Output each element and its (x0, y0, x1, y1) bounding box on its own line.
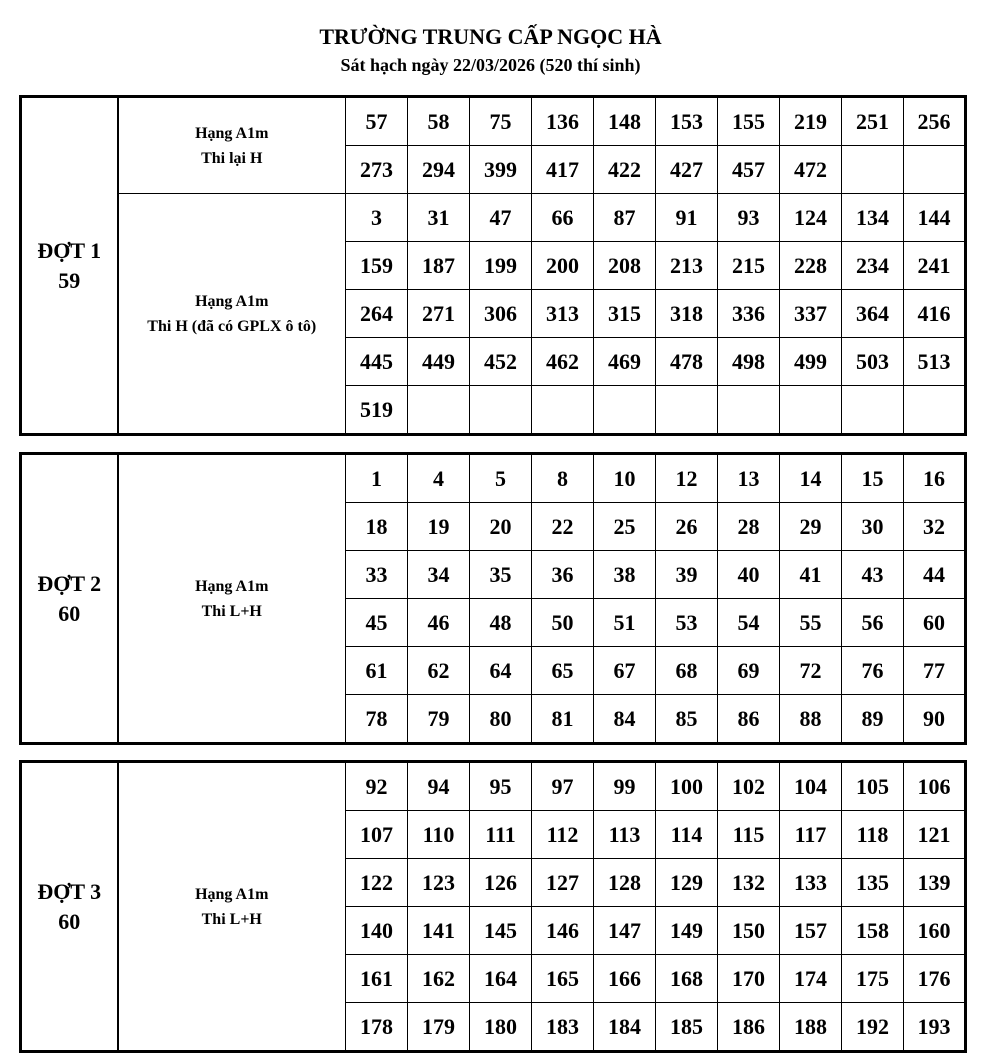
candidate-number-cell: 185 (656, 1003, 718, 1052)
category-label (118, 194, 346, 435)
candidate-number-cell: 84 (594, 695, 656, 744)
candidate-number-cell: 121 (904, 811, 966, 859)
candidate-number-cell: 114 (656, 811, 718, 859)
candidate-number-cell: 47 (470, 194, 532, 242)
candidate-number-cell: 148 (594, 97, 656, 146)
school-title: TRƯỜNG TRUNG CẤP NGỌC HÀ (319, 24, 662, 49)
candidate-number-cell: 104 (780, 762, 842, 811)
candidate-number-cell: 8 (532, 454, 594, 503)
candidate-number-cell: 30 (842, 503, 904, 551)
candidate-number-cell: 179 (408, 1003, 470, 1052)
candidate-number-cell: 94 (408, 762, 470, 811)
candidate-number-cell: 12 (656, 454, 718, 503)
candidate-number-cell: 180 (470, 1003, 532, 1052)
candidate-number-cell: 318 (656, 290, 718, 338)
category-exam-type: Thi H (đã có GPLX ô tô) (147, 317, 317, 335)
candidate-number-cell: 67 (594, 647, 656, 695)
candidate-number-cell: 176 (904, 955, 966, 1003)
candidate-number-cell: 469 (594, 338, 656, 386)
candidate-number-cell: 123 (408, 859, 470, 907)
candidate-number-cell: 478 (656, 338, 718, 386)
candidate-number-cell: 3 (346, 194, 408, 242)
candidate-number-cell: 115 (718, 811, 780, 859)
candidate-number-cell: 75 (470, 97, 532, 146)
candidate-number-cell: 33 (346, 551, 408, 599)
candidate-number-cell: 89 (842, 695, 904, 744)
category-label (118, 454, 346, 744)
candidate-number-cell: 162 (408, 955, 470, 1003)
candidate-number-cell: 16 (904, 454, 966, 503)
candidate-number-cell: 449 (408, 338, 470, 386)
batch-table-3 (19, 760, 967, 1053)
exam-subtitle: Sát hạch ngày 22/03/2026 (520 thí sinh) (340, 55, 641, 75)
candidate-number-cell: 147 (594, 907, 656, 955)
candidate-number-cell: 158 (842, 907, 904, 955)
candidate-number-cell: 166 (594, 955, 656, 1003)
candidate-number-cell: 57 (346, 97, 408, 146)
candidate-number-cell: 187 (408, 242, 470, 290)
document-header (0, 22, 981, 78)
candidate-number-cell: 417 (532, 146, 594, 194)
candidate-number-cell: 129 (656, 859, 718, 907)
candidate-number-cell: 462 (532, 338, 594, 386)
candidate-number-cell: 241 (904, 242, 966, 290)
candidate-number-cell: 457 (718, 146, 780, 194)
candidate-number-cell (780, 386, 842, 435)
candidate-number-cell: 111 (470, 811, 532, 859)
candidate-number-cell: 136 (532, 97, 594, 146)
candidate-number-cell: 445 (346, 338, 408, 386)
batch-label (21, 454, 118, 744)
candidate-number-cell: 69 (718, 647, 780, 695)
candidate-number-cell: 472 (780, 146, 842, 194)
candidate-number-cell: 228 (780, 242, 842, 290)
candidate-number-cell: 92 (346, 762, 408, 811)
candidate-number-cell: 14 (780, 454, 842, 503)
candidate-number-cell (470, 386, 532, 435)
candidate-number-cell: 150 (718, 907, 780, 955)
candidate-number-cell: 62 (408, 647, 470, 695)
candidate-number-cell: 135 (842, 859, 904, 907)
candidate-number-cell: 499 (780, 338, 842, 386)
candidate-number-cell: 273 (346, 146, 408, 194)
candidate-number-cell: 519 (346, 386, 408, 435)
candidate-number-cell: 90 (904, 695, 966, 744)
candidate-number-cell: 91 (656, 194, 718, 242)
candidate-number-cell: 36 (532, 551, 594, 599)
candidate-number-cell: 315 (594, 290, 656, 338)
candidate-number-cell: 336 (718, 290, 780, 338)
candidate-number-cell: 85 (656, 695, 718, 744)
candidate-number-cell: 193 (904, 1003, 966, 1052)
candidate-number-cell: 79 (408, 695, 470, 744)
candidate-number-cell: 102 (718, 762, 780, 811)
candidate-number-cell: 513 (904, 338, 966, 386)
batch-count: 60 (58, 600, 81, 626)
candidate-number-cell: 40 (718, 551, 780, 599)
candidate-number-cell: 256 (904, 97, 966, 146)
candidate-number-cell: 186 (718, 1003, 780, 1052)
candidate-number-cell: 264 (346, 290, 408, 338)
batch-table-1 (19, 95, 967, 436)
candidate-number-cell: 118 (842, 811, 904, 859)
candidate-number-cell: 53 (656, 599, 718, 647)
candidate-number-cell: 168 (656, 955, 718, 1003)
candidate-number-cell: 399 (470, 146, 532, 194)
candidate-number-cell: 127 (532, 859, 594, 907)
candidate-number-cell: 19 (408, 503, 470, 551)
candidate-number-cell: 99 (594, 762, 656, 811)
candidate-number-cell: 139 (904, 859, 966, 907)
candidate-number-cell: 113 (594, 811, 656, 859)
candidate-number-cell: 50 (532, 599, 594, 647)
candidate-number-cell (842, 386, 904, 435)
candidate-number-cell: 29 (780, 503, 842, 551)
candidate-number-cell (842, 146, 904, 194)
category-class: Hạng A1m (195, 124, 269, 142)
candidate-number-cell: 313 (532, 290, 594, 338)
candidate-number-cell: 146 (532, 907, 594, 955)
candidate-number-cell: 140 (346, 907, 408, 955)
candidate-number-cell: 18 (346, 503, 408, 551)
candidate-number-cell: 13 (718, 454, 780, 503)
candidate-number-cell: 88 (780, 695, 842, 744)
candidate-number-cell: 65 (532, 647, 594, 695)
batch-name: ĐỢT 3 (37, 878, 102, 904)
candidate-number-cell: 5 (470, 454, 532, 503)
candidate-number-cell: 45 (346, 599, 408, 647)
candidate-number-cell: 170 (718, 955, 780, 1003)
candidate-number-cell: 87 (594, 194, 656, 242)
candidate-number-cell: 81 (532, 695, 594, 744)
candidate-number-cell: 46 (408, 599, 470, 647)
candidate-number-cell: 234 (842, 242, 904, 290)
category-class: Hạng A1m (195, 292, 269, 310)
candidate-number-cell: 106 (904, 762, 966, 811)
candidate-number-cell: 26 (656, 503, 718, 551)
candidate-number-cell: 160 (904, 907, 966, 955)
batch-count: 60 (58, 908, 81, 934)
candidate-number-cell: 100 (656, 762, 718, 811)
candidate-number-cell: 174 (780, 955, 842, 1003)
candidate-number-cell: 213 (656, 242, 718, 290)
candidate-number-cell (718, 386, 780, 435)
candidate-number-cell: 64 (470, 647, 532, 695)
candidate-number-cell: 22 (532, 503, 594, 551)
candidate-number-cell: 364 (842, 290, 904, 338)
candidate-number-cell: 110 (408, 811, 470, 859)
candidate-number-cell: 165 (532, 955, 594, 1003)
candidate-number-cell: 32 (904, 503, 966, 551)
candidate-number-cell (904, 146, 966, 194)
candidate-number-cell: 134 (842, 194, 904, 242)
candidate-number-cell (532, 386, 594, 435)
table-row (21, 194, 966, 242)
candidate-number-cell: 60 (904, 599, 966, 647)
candidate-number-cell: 124 (780, 194, 842, 242)
candidate-number-cell: 44 (904, 551, 966, 599)
batch-name: ĐỢT 2 (37, 570, 102, 596)
candidate-number-cell: 77 (904, 647, 966, 695)
candidate-number-cell: 503 (842, 338, 904, 386)
candidate-number-cell: 51 (594, 599, 656, 647)
category-exam-type: Thi L+H (201, 602, 262, 620)
candidate-number-cell: 200 (532, 242, 594, 290)
candidate-number-cell: 294 (408, 146, 470, 194)
candidate-number-cell: 56 (842, 599, 904, 647)
candidate-number-cell: 161 (346, 955, 408, 1003)
candidate-number-cell: 128 (594, 859, 656, 907)
candidate-number-cell: 164 (470, 955, 532, 1003)
candidate-number-cell: 43 (842, 551, 904, 599)
candidate-number-cell: 105 (842, 762, 904, 811)
category-label (118, 97, 346, 194)
candidate-number-cell: 208 (594, 242, 656, 290)
candidate-number-cell: 78 (346, 695, 408, 744)
candidate-number-cell: 178 (346, 1003, 408, 1052)
category-exam-type: Thi L+H (201, 910, 262, 928)
category-class: Hạng A1m (195, 577, 269, 595)
candidate-number-cell: 251 (842, 97, 904, 146)
candidate-number-cell: 41 (780, 551, 842, 599)
candidate-number-cell: 215 (718, 242, 780, 290)
candidate-number-cell: 133 (780, 859, 842, 907)
candidate-number-cell: 10 (594, 454, 656, 503)
candidate-number-cell: 4 (408, 454, 470, 503)
candidate-number-cell: 184 (594, 1003, 656, 1052)
batch-label (21, 762, 118, 1052)
candidate-number-cell: 132 (718, 859, 780, 907)
candidate-number-cell: 427 (656, 146, 718, 194)
table-row (21, 97, 966, 146)
candidate-number-cell: 149 (656, 907, 718, 955)
candidate-number-cell: 498 (718, 338, 780, 386)
candidate-number-cell: 86 (718, 695, 780, 744)
candidate-number-cell (904, 386, 966, 435)
candidate-number-cell: 112 (532, 811, 594, 859)
candidate-number-cell: 159 (346, 242, 408, 290)
candidate-number-cell: 48 (470, 599, 532, 647)
batch-count: 59 (58, 267, 81, 293)
candidate-number-cell: 145 (470, 907, 532, 955)
candidate-number-cell: 155 (718, 97, 780, 146)
candidate-number-cell: 35 (470, 551, 532, 599)
candidate-number-cell: 15 (842, 454, 904, 503)
candidate-number-cell: 199 (470, 242, 532, 290)
candidate-number-cell: 31 (408, 194, 470, 242)
candidate-number-cell: 25 (594, 503, 656, 551)
candidate-number-cell: 126 (470, 859, 532, 907)
candidate-number-cell: 183 (532, 1003, 594, 1052)
candidate-number-cell: 192 (842, 1003, 904, 1052)
candidate-number-cell: 68 (656, 647, 718, 695)
candidate-number-cell: 122 (346, 859, 408, 907)
category-exam-type: Thi lại H (201, 149, 263, 167)
table-row (21, 762, 966, 811)
candidate-number-cell: 271 (408, 290, 470, 338)
candidate-number-cell (408, 386, 470, 435)
table-row (21, 454, 966, 503)
batch-label (21, 97, 118, 435)
candidate-number-cell (656, 386, 718, 435)
candidate-number-cell: 76 (842, 647, 904, 695)
candidate-number-cell: 80 (470, 695, 532, 744)
candidate-number-cell: 95 (470, 762, 532, 811)
candidate-number-cell: 337 (780, 290, 842, 338)
candidate-number-cell: 39 (656, 551, 718, 599)
category-class: Hạng A1m (195, 885, 269, 903)
candidate-number-cell: 422 (594, 146, 656, 194)
candidate-number-cell: 55 (780, 599, 842, 647)
candidate-number-cell: 93 (718, 194, 780, 242)
candidate-number-cell: 97 (532, 762, 594, 811)
candidate-number-cell: 1 (346, 454, 408, 503)
candidate-number-cell: 188 (780, 1003, 842, 1052)
batch-name: ĐỢT 1 (37, 237, 102, 263)
candidate-number-cell: 416 (904, 290, 966, 338)
candidate-number-cell: 306 (470, 290, 532, 338)
candidate-number-cell: 20 (470, 503, 532, 551)
candidate-number-cell (594, 386, 656, 435)
candidate-number-cell: 38 (594, 551, 656, 599)
candidate-number-cell: 66 (532, 194, 594, 242)
candidate-number-cell: 61 (346, 647, 408, 695)
candidate-number-cell: 34 (408, 551, 470, 599)
candidate-number-cell: 153 (656, 97, 718, 146)
category-label (118, 762, 346, 1052)
candidate-number-cell: 219 (780, 97, 842, 146)
candidate-number-cell: 141 (408, 907, 470, 955)
candidate-number-cell: 175 (842, 955, 904, 1003)
candidate-number-cell: 117 (780, 811, 842, 859)
candidate-number-cell: 107 (346, 811, 408, 859)
candidate-number-cell: 157 (780, 907, 842, 955)
candidate-number-cell: 452 (470, 338, 532, 386)
candidate-number-cell: 28 (718, 503, 780, 551)
candidate-number-cell: 72 (780, 647, 842, 695)
batch-table-2 (19, 452, 967, 745)
candidate-number-cell: 54 (718, 599, 780, 647)
candidate-number-cell: 58 (408, 97, 470, 146)
candidate-number-cell: 144 (904, 194, 966, 242)
